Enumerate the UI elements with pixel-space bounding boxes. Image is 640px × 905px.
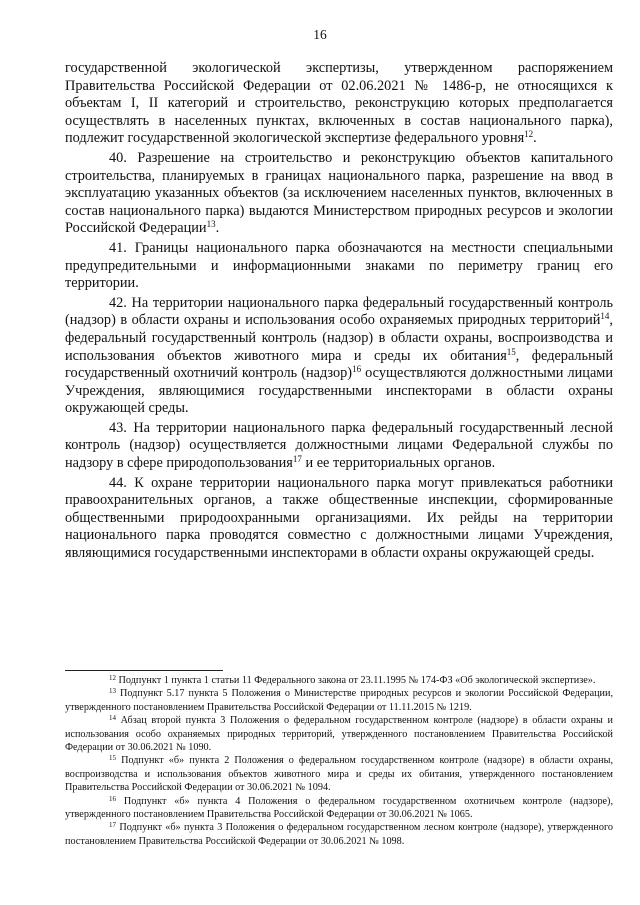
paragraph-end: .	[533, 130, 537, 147]
footnote-text: Подпункт «б» пункта 3 Положения о федеральном государственном лесном контроле (надзоре), утвержденного постановлением Правительства Российской Федерации от 30.06.2021 № 1098.	[65, 822, 613, 847]
footnote	[65, 674, 613, 687]
footnote-ref: 16	[352, 364, 362, 375]
footnote	[65, 687, 613, 714]
paragraph-text: 40. Разрешение на строительство и реконструкцию объектов капитального строительства, планируемых в границах национального парка, разрешение на ввод в эксплуатацию указанных объектов (за исключением населенных пунктов, включенных в состав национального парка) выдаются Министерством природных ресурсов и экологии Российской Федерации	[65, 149, 613, 237]
footnote-ref: 13	[206, 219, 216, 230]
paragraph-continuation	[65, 60, 613, 148]
footnote-text: Подпункт «б» пункта 2 Положения о федеральном государственном контроле (надзоре) в области охраны, воспроизводства и использования объектов животного мира и среды их обитания, утвержденного постановлением Правительства Российской Федерации от 30.06.2021 № 1094.	[65, 755, 613, 794]
paragraph-40	[65, 150, 613, 238]
footnote-text: Подпункт «б» пункта 4 Положения о федеральном государственном охотничьем контроле (надзоре), утвержденного постановлением Правительства Российской Федерации от 30.06.2021 № 1065.	[65, 795, 613, 821]
footnote-number: 13	[109, 687, 116, 696]
paragraph-text: , федеральный государственный охотничий контроль (надзор)	[65, 347, 613, 382]
footnote-number: 17	[109, 821, 116, 830]
footnotes	[65, 674, 613, 848]
paragraph-text: осуществляются должностными лицами Учреждения, являющимися государственными инспекторами в области охраны окружающей среды.	[65, 365, 613, 417]
footnote-ref: 14	[600, 311, 610, 322]
paragraph-text: и ее территориальных органов.	[301, 455, 496, 472]
footnote-text: Подпункт 5.17 пункта 5 Положения о Министерстве природных ресурсов и экологии Российской Федерации, утвержденного постановлением Правительства Российской Федерации от 11.11.2015 № 1219.	[65, 688, 613, 713]
footnote	[65, 795, 613, 822]
footnote	[65, 821, 613, 848]
paragraph-42	[65, 295, 613, 418]
main-text	[65, 60, 613, 563]
footnote-number: 14	[109, 714, 116, 723]
footnote	[65, 754, 613, 794]
paragraph-44: 44. К охране территории национального парка могут привлекаться работники правоохранительных органов, а также общественные инспекции, сформированные общественными природоохранными организациями. Их рейды на территории национального парка проводятся совместно с должностными лицами Учреждения, являющимися государственными инспекторами в области охраны окружающей среды.	[65, 474, 613, 562]
paragraph-end: .	[215, 220, 220, 237]
footnote-ref: 15	[506, 346, 516, 357]
footnote-divider	[65, 670, 223, 671]
footnote-text: Подпункт 1 пункта 1 статьи 11 Федерального закона от 23.11.1995 № 174-ФЗ «Об экологической экспертизе».	[116, 675, 596, 686]
footnote-text: Абзац второй пункта 3 Положения о федеральном государственном контроле (надзоре) в области охраны и использования особо охраняемых природных территорий, утвержденного постановлением Правительства Российской Федерации от 30.06.2021 № 1090.	[65, 715, 613, 754]
footnote-number: 12	[109, 674, 116, 682]
footnote	[65, 714, 613, 754]
page-number: 16	[313, 27, 327, 42]
paragraph-text: 42. На территории национального парка федеральный государственный контроль (надзор) в области охраны и использования особо охраняемых природных территорий	[65, 294, 613, 329]
footnote-number: 15	[109, 754, 116, 763]
paragraph-41: 41. Границы национального парка обозначаются на местности специальными предупредительными и информационными знаками по периметру границ его территории.	[65, 239, 613, 292]
paragraph-text: , федеральный государственный контроль (надзор) в области охраны, воспроизводства и использования объектов животного мира и среды их обитания	[65, 312, 613, 364]
footnote-number: 16	[109, 794, 116, 803]
footnote-ref: 12	[524, 129, 534, 140]
paragraph-43	[65, 420, 613, 473]
paragraph-text: государственной экологической экспертизы, утвержденном распоряжением Правительства Российской Федерации от 02.06.2021 № 1486-р, не относящихся к объектам I, II категорий и строительство, реконструкцию которых предполагается осуществлять в населенных пунктах, включенных в состав национального парка), подлежит государственной экологической экспертизе федерального уровня	[65, 60, 613, 147]
footnote-ref: 17	[292, 454, 302, 465]
paragraph-text: 43. На территории национального парка федеральный государственный лесной контроль (надзор) осуществляется должностными лицами Федеральной службы по надзору в сфере природопользования	[65, 419, 613, 472]
